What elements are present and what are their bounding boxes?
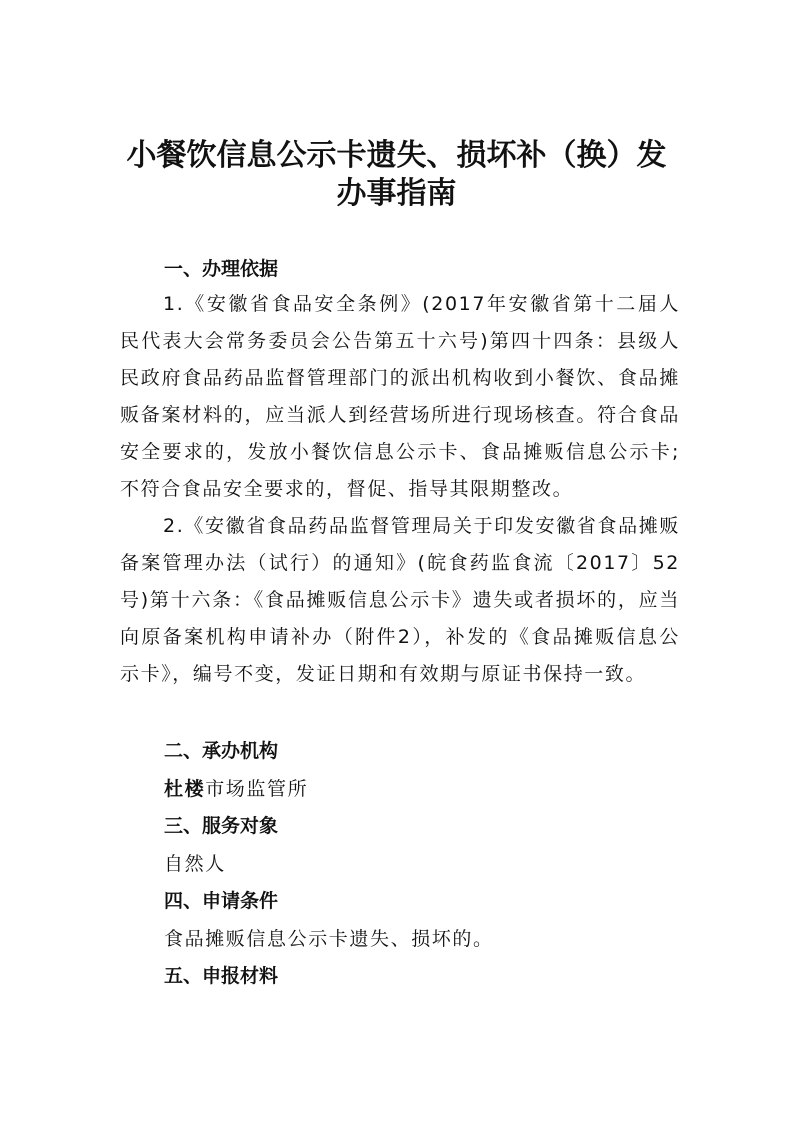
- basis-paragraph-2: 2.《安徽省食品药品监督管理局关于印发安徽省食品摊贩备案管理办法（试行）的通知》(皖食药监食流〔2017〕52号)第十六条：《食品摊贩信息公示卡》遗失或者损坏的，应当向原备案机构申请补办（附件2），补发的《食品摊贩信息公示卡》，编号不变，发证日期和有效期与原证书保持一致。: [120, 515, 680, 685]
- section-heading-conditions: 四、申请条件: [164, 890, 279, 912]
- conditions-value: 食品摊贩信息公示卡遗失、损坏的。: [164, 928, 494, 950]
- target-value: 自然人: [164, 853, 226, 875]
- agency-name-rest: 市场监管所: [205, 778, 309, 800]
- basis-paragraph-1: 1.《安徽省食品安全条例》(2017年安徽省第十二届人民代表大会常务委员会公告第五十六号)第四十四条：县级人民政府食品药品监督管理部门的派出机构收到小餐饮、食品摊贩备案材料的，应当派人到经营场所进行现场核查。符合食品安全要求的，发放小餐饮信息公示卡、食品摊贩信息公示卡;不符合食品安全要求的，督促、指导其限期整改。: [120, 293, 680, 500]
- section-heading-basis: 一、办理依据: [164, 258, 279, 280]
- section-heading-agency: 二、承办机构: [164, 740, 279, 762]
- document-title-line1: 小餐饮信息公示卡遗失、损坏补（换）发: [126, 138, 667, 173]
- section-heading-target: 三、服务对象: [164, 815, 279, 837]
- document-title-line2: 办事指南: [336, 176, 457, 211]
- agency-name-bold: 杜楼: [164, 778, 206, 800]
- section-heading-materials: 五、申报材料: [164, 965, 279, 987]
- agency-name: [164, 776, 308, 802]
